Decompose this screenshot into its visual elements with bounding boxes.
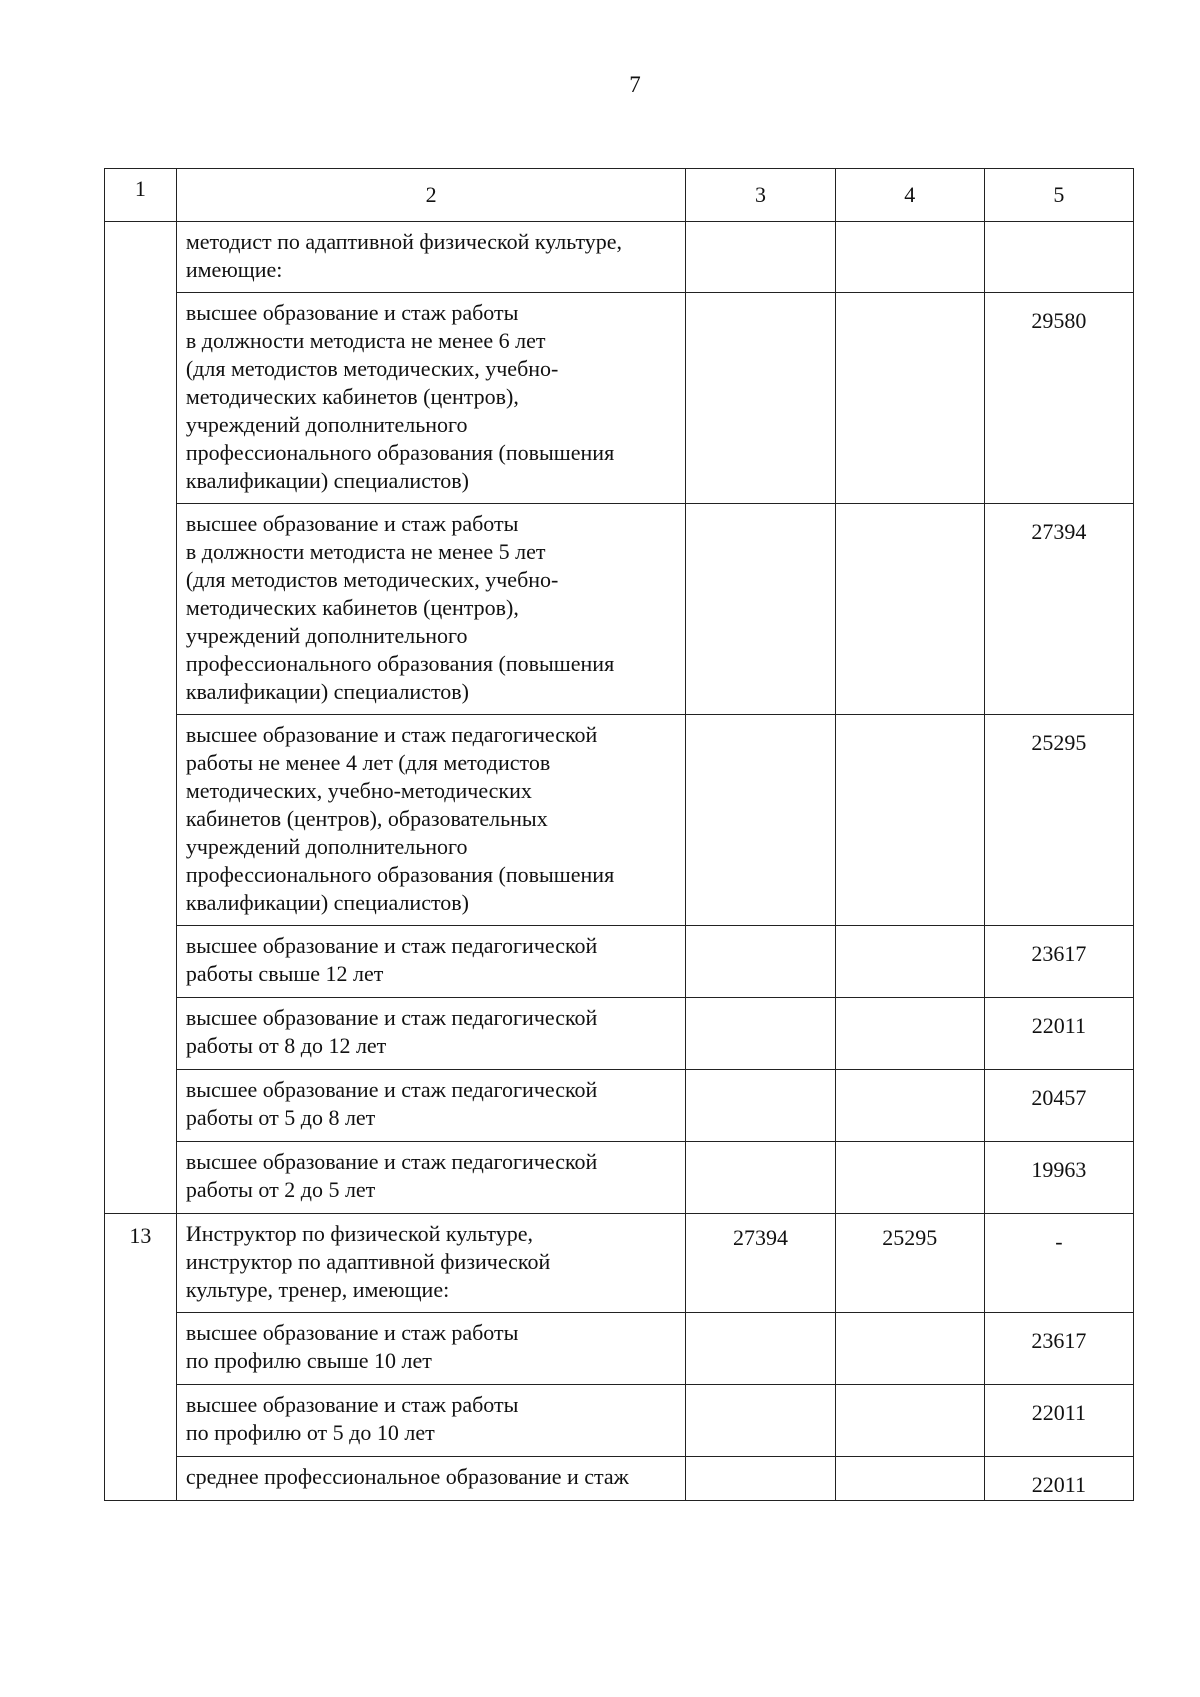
cell-num — [105, 504, 177, 715]
cell-desc: высшее образование и стаж педагогической работы не менее 4 лет (для методистов методических, учебно-методических кабинетов (центров), образовательных учреждений дополнительного профессионального образования (повышения квалификации) специалистов) — [176, 715, 686, 926]
cell-c4 — [835, 1313, 984, 1385]
header-cell: 3 — [686, 169, 835, 222]
table-row — [105, 715, 1134, 926]
cell-desc: высшее образование и стаж педагогической работы от 8 до 12 лет — [176, 998, 686, 1070]
cell-num — [105, 926, 177, 998]
cell-c3 — [686, 1313, 835, 1385]
cell-c4 — [835, 1070, 984, 1142]
cell-num — [105, 222, 177, 293]
cell-num: 13 — [105, 1214, 177, 1313]
cell-c3 — [686, 715, 835, 926]
cell-num — [105, 715, 177, 926]
cell-num — [105, 1313, 177, 1385]
cell-c5: - — [984, 1214, 1133, 1313]
cell-num — [105, 1142, 177, 1214]
cell-c5: 22011 — [984, 1457, 1133, 1501]
cell-desc: высшее образование и стаж педагогической работы свыше 12 лет — [176, 926, 686, 998]
cell-c4 — [835, 293, 984, 504]
cell-desc: высшее образование и стаж работы по профилю свыше 10 лет — [176, 1313, 686, 1385]
cell-c4 — [835, 1457, 984, 1501]
cell-c4: 25295 — [835, 1214, 984, 1313]
table-row — [105, 1070, 1134, 1142]
cell-num — [105, 293, 177, 504]
cell-desc: методист по адаптивной физической культуре, имеющие: — [176, 222, 686, 293]
cell-c3: 27394 — [686, 1214, 835, 1313]
cell-c5: 22011 — [984, 1385, 1133, 1457]
cell-desc: высшее образование и стаж работы в должности методиста не менее 5 лет (для методистов методических, учебно- методических кабинетов (центров), учреждений дополнительного профессионального образования (повышения квалификации) специалистов) — [176, 504, 686, 715]
cell-c5: 22011 — [984, 998, 1133, 1070]
table-row — [105, 1313, 1134, 1385]
table-row — [105, 1457, 1134, 1501]
cell-num — [105, 1070, 177, 1142]
cell-desc: высшее образование и стаж работы в должности методиста не менее 6 лет (для методистов методических, учебно- методических кабинетов (центров), учреждений дополнительного профессионального образования (повышения квалификации) специалистов) — [176, 293, 686, 504]
table-row — [105, 1142, 1134, 1214]
cell-c4 — [835, 1385, 984, 1457]
cell-c3 — [686, 1070, 835, 1142]
cell-c3 — [686, 926, 835, 998]
table-row — [105, 998, 1134, 1070]
page-number: 7 — [629, 72, 641, 97]
cell-c5: 23617 — [984, 1313, 1133, 1385]
table-header-row — [105, 169, 1134, 222]
cell-c3 — [686, 222, 835, 293]
cell-c3 — [686, 504, 835, 715]
table-row — [105, 1385, 1134, 1457]
cell-c4 — [835, 222, 984, 293]
salary-table — [104, 168, 1134, 1501]
cell-c3 — [686, 998, 835, 1070]
cell-c4 — [835, 504, 984, 715]
cell-c3 — [686, 1457, 835, 1501]
table-row — [105, 222, 1134, 293]
cell-num — [105, 1457, 177, 1501]
cell-c5 — [984, 222, 1133, 293]
cell-c5: 23617 — [984, 926, 1133, 998]
cell-c5: 20457 — [984, 1070, 1133, 1142]
table-row — [105, 293, 1134, 504]
cell-c5: 19963 — [984, 1142, 1133, 1214]
cell-c4 — [835, 926, 984, 998]
cell-c4 — [835, 1142, 984, 1214]
table-row — [105, 926, 1134, 998]
cell-c5: 29580 — [984, 293, 1133, 504]
header-cell: 1 — [105, 169, 177, 222]
cell-c4 — [835, 998, 984, 1070]
cell-desc: высшее образование и стаж педагогической работы от 5 до 8 лет — [176, 1070, 686, 1142]
table-row — [105, 504, 1134, 715]
table-row — [105, 1214, 1134, 1313]
cell-desc: среднее профессиональное образование и стаж — [176, 1457, 686, 1501]
cell-c4 — [835, 715, 984, 926]
cell-c5: 25295 — [984, 715, 1133, 926]
cell-desc: высшее образование и стаж педагогической работы от 2 до 5 лет — [176, 1142, 686, 1214]
cell-c3 — [686, 293, 835, 504]
cell-num — [105, 998, 177, 1070]
cell-c3 — [686, 1385, 835, 1457]
header-cell: 5 — [984, 169, 1133, 222]
header-cell: 2 — [176, 169, 686, 222]
cell-desc: высшее образование и стаж работы по профилю от 5 до 10 лет — [176, 1385, 686, 1457]
cell-desc: Инструктор по физической культуре, инструктор по адаптивной физической культуре, тренер, имеющие: — [176, 1214, 686, 1313]
header-cell: 4 — [835, 169, 984, 222]
cell-num — [105, 1385, 177, 1457]
cell-c5: 27394 — [984, 504, 1133, 715]
cell-c3 — [686, 1142, 835, 1214]
